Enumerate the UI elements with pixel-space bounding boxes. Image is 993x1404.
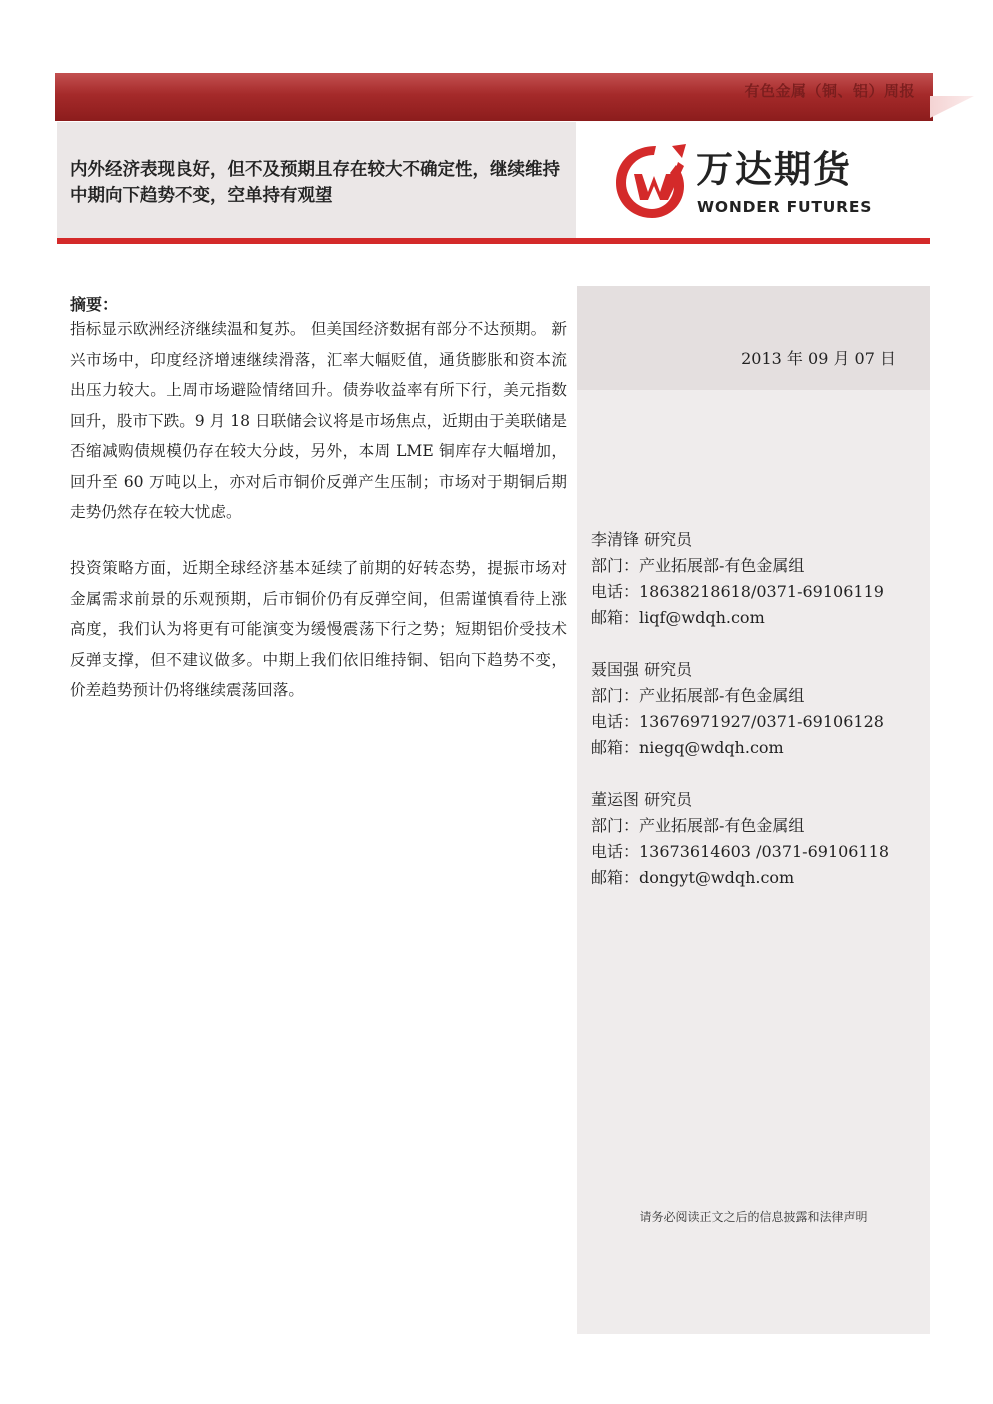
analyst-phone: 电话：18638218618/0371-69106119 <box>591 582 884 601</box>
report-date: 2013 年 09 月 07 日 <box>741 349 896 368</box>
abstract-paragraph: 指标显示欧洲经济继续温和复苏。 但美国经济数据有部分不达预期。 新兴市场中，印度经济增速继续滑落，汇率大幅贬值，通货膨胀和资本流出压力较大。上周市场避险情绪回升。债券收益率有所下行，美元指数回升，股市下跌。9 月 18 日联储会议将是市场焦点，近期由于美联储是否缩减购债规模仍存在较大分歧，另外，本周 LME 铜库存大幅增加，回升至 60 万吨以上，亦对后市铜价反弹产生压制；市场对于期铜后期走势仍然存在较大忧虑。 <box>70 320 567 521</box>
analyst-card <box>591 657 884 761</box>
analyst-card <box>591 527 884 631</box>
analyst-name-title: 李清锋 研究员 <box>591 530 693 549</box>
analyst-department: 部门：产业拓展部-有色金属组 <box>591 556 805 575</box>
banner-ribbon-tail <box>930 96 974 118</box>
logo-name-en: WONDER FUTURES <box>697 198 873 216</box>
legal-disclaimer: 请务必阅读正文之后的信息披露和法律声明 <box>639 1210 868 1224</box>
analyst-email[interactable]: 邮箱：niegq@wdqh.com <box>591 738 784 757</box>
report-type-label: 有色金属（铜、铝）周报 <box>744 82 915 100</box>
analyst-email[interactable]: 邮箱：dongyt@wdqh.com <box>591 868 795 887</box>
strategy-paragraph: 投资策略方面，近期全球经济基本延续了前期的好转态势，提振市场对金属需求前景的乐观预期，后市铜价仍有反弹空间，但需谨慎看待上涨高度，我们认为将更有可能演变为缓慢震荡下行之势；短期铝价受技术反弹支撑，但不建议做多。中期上我们依旧维持铜、铝向下趋势不变，价差趋势预计仍将继续震荡回落。 <box>70 559 567 699</box>
analyst-name-title: 董运图 研究员 <box>591 790 693 809</box>
analyst-card <box>591 787 889 891</box>
analyst-department: 部门：产业拓展部-有色金属组 <box>591 816 805 835</box>
analyst-email[interactable]: 邮箱：liqf@wdqh.com <box>591 608 765 627</box>
analyst-department: 部门：产业拓展部-有色金属组 <box>591 686 805 705</box>
report-title: 内外经济表现良好，但不及预期且存在较大不确定性，继续维持中期向下趋势不变，空单持有观望 <box>70 160 560 206</box>
analyst-phone: 电话：13676971927/0371-69106128 <box>591 712 884 731</box>
abstract-heading: 摘要： <box>70 295 119 314</box>
date-box <box>577 286 930 390</box>
header-divider <box>57 238 930 244</box>
analyst-name-title: 聂国强 研究员 <box>591 660 693 679</box>
analyst-phone: 电话：13673614603 /0371-69106118 <box>591 842 890 861</box>
logo-name-cn: 万达期货 <box>696 148 852 191</box>
wonder-futures-logo-icon <box>612 140 688 220</box>
